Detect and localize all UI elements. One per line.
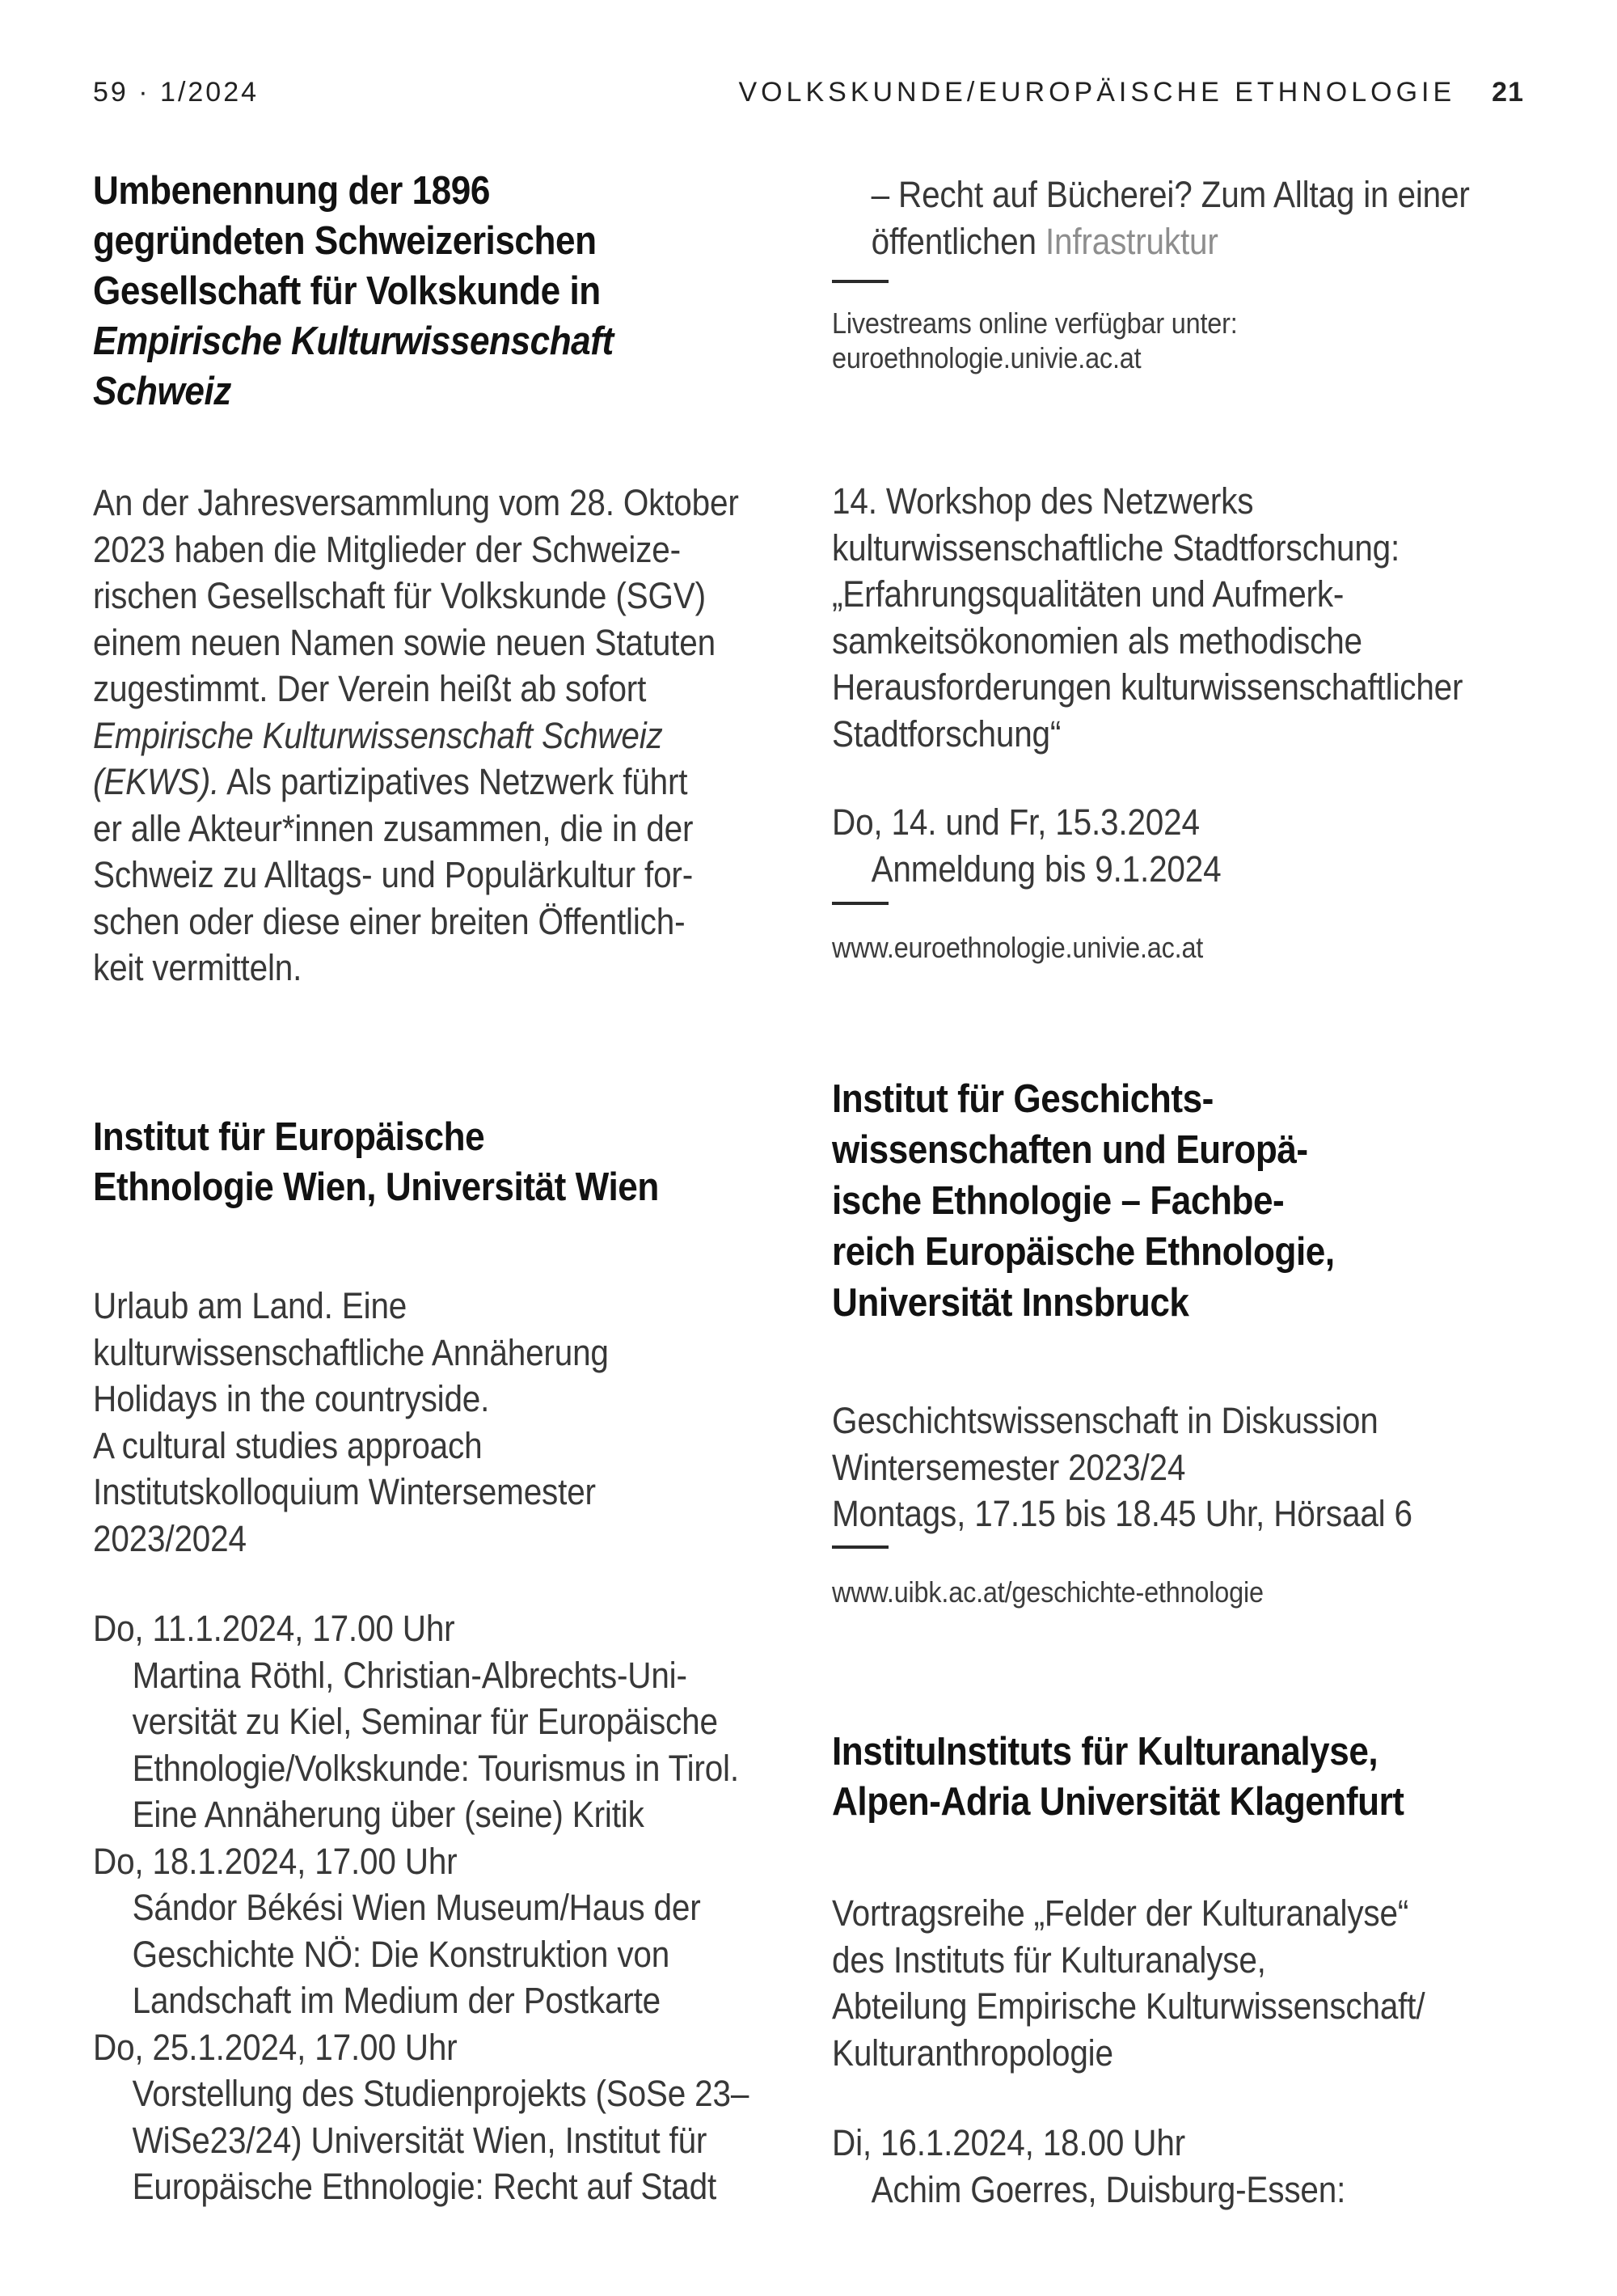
url-text[interactable]: www.euroethnologie.univie.ac.at <box>832 931 1204 964</box>
paragraph-diskussion-innsbruck <box>832 1397 1412 1537</box>
text-line: Geschichtswissenschaft in Diskussion <box>832 1400 1378 1441</box>
heading-institut-wien <box>93 1112 659 1212</box>
event-list-workshop <box>832 799 1221 892</box>
text-line: Gesellschaft für Volkskunde in <box>93 269 601 313</box>
text-line: rischen Gesellschaft für Volkskunde (SGV) <box>93 575 706 616</box>
text-line: Institut für Geschichts- <box>832 1077 1214 1121</box>
text-line: Anmeldung bis 9.1.2024 <box>871 848 1222 890</box>
text-line: Kulturanthropologie <box>832 2032 1113 2074</box>
paragraph-kolloquium-wien <box>93 1283 609 1562</box>
text-line: einem neuen Namen sowie neuen Statuten <box>93 621 716 663</box>
text-line: Europäische Ethnologie: Recht auf Stadt <box>132 2166 717 2207</box>
text-line: A cultural studies approach <box>93 1424 483 1466</box>
event-list-wien <box>93 1605 749 2210</box>
text-line: Institut für Europäische <box>93 1115 485 1159</box>
text-line: – Recht auf Bücherei? Zum Alltag in einer <box>871 174 1470 215</box>
text-line: Landschaft im Medium der Postkarte <box>132 1980 661 2021</box>
heading-institut-innsbruck <box>832 1074 1335 1329</box>
text-line: Schweiz zu Alltags- und Populärkultur for- <box>93 854 694 895</box>
text-line: Vortragsreihe „Felder der Kulturanalyse“ <box>832 1892 1409 1934</box>
text-line: Abteilung Empirische Kulturwissenschaft/ <box>832 1985 1425 2027</box>
text-line: Achim Goerres, Duisburg-Essen: <box>871 2168 1346 2210</box>
text-line: kulturwissenschaftliche Annäherung <box>93 1331 609 1373</box>
text-line: öffentlichen Infrastruktur <box>871 220 1218 262</box>
text-line: Alpen-Adria Universität Klagenfurt <box>832 1780 1404 1824</box>
text-line: Institutskolloquium Wintersemester <box>93 1471 596 1512</box>
note-livestreams <box>832 306 1238 375</box>
text-line: Herausforderungen kulturwissenschaftlicher <box>832 666 1463 708</box>
page-header <box>93 77 1524 108</box>
text-line: Empirische Kulturwissenschaft Schweiz <box>93 714 663 756</box>
text-line: Eine Annäherung über (seine) Kritik <box>132 1794 644 1835</box>
text-line: Umbenennung der 1896 <box>93 169 490 213</box>
text-line: ische Ethnologie – Fachbe- <box>832 1179 1285 1223</box>
text-line: Stadtforschung“ <box>832 712 1062 755</box>
paragraph-recht-auf-buecherei <box>832 171 1470 264</box>
section-rule <box>832 902 889 905</box>
text-line: reich Europäische Ethnologie, <box>832 1230 1335 1274</box>
text-line: Geschichte NÖ: Die Konstruktion von <box>132 1933 670 1975</box>
paragraph-sgv-renaming <box>93 480 739 992</box>
text-line: Livestreams online verfügbar unter: <box>832 307 1238 340</box>
text-line: Wintersemester 2023/24 <box>832 1446 1186 1488</box>
text-line: Do, 11.1.2024, 17.00 Uhr <box>93 1608 455 1649</box>
text-line: Schweiz <box>93 370 231 413</box>
text-line: Empirische Kulturwissenschaft <box>93 319 614 363</box>
text-line: Di, 16.1.2024, 18.00 Uhr <box>832 2122 1185 2163</box>
text-line: (EKWS). Als partizipatives Netzwerk führt <box>93 761 688 802</box>
text-line: Do, 25.1.2024, 17.00 Uhr <box>93 2026 458 2068</box>
text-line: kulturwissenschaftliche Stadtforschung: <box>832 526 1400 569</box>
heading-sgv-renaming <box>93 166 614 416</box>
issue-label: 59 · 1/2024 <box>93 77 260 108</box>
header-right-group <box>738 77 1524 108</box>
text-line: Ethnologie Wien, Universität Wien <box>93 1165 659 1209</box>
text-line: Universität Innsbruck <box>832 1281 1189 1325</box>
text-line: 2023/2024 <box>93 1517 247 1559</box>
text-line: „Erfahrungsqualitäten und Aufmerk- <box>832 573 1345 615</box>
text-line: versität zu Kiel, Seminar für Europäische <box>132 1701 718 1742</box>
text-line: 2023 haben die Mitglieder der Schweize- <box>93 528 681 570</box>
text-line: samkeitsökonomien als methodische <box>832 619 1362 662</box>
text-line: Martina Röthl, Christian-Albrechts-Uni- <box>132 1654 687 1696</box>
url-text[interactable]: www.uibk.ac.at/geschichte-ethnologie <box>832 1575 1264 1609</box>
link-uibk-url[interactable] <box>832 1575 1264 1609</box>
text-line: An der Jahresversammlung vom 28. Oktober <box>93 482 739 523</box>
text-line: zugestimmt. Der Verein heißt ab sofort <box>93 668 647 709</box>
section-rule <box>832 280 889 283</box>
text-line: Montags, 17.15 bis 18.45 Uhr, Hörsaal 6 <box>832 1493 1412 1534</box>
paragraph-workshop-stadtforschung <box>832 478 1463 757</box>
text-line: Holidays in the countryside. <box>93 1378 490 1419</box>
text-line: gegründeten Schweizerischen <box>93 219 597 263</box>
text-line: WiSe23/24) Universität Wien, Institut für <box>132 2119 707 2161</box>
text-line: er alle Akteur*innen zusammen, die in der <box>93 807 694 849</box>
text-line: Urlaub am Land. Eine <box>93 1285 407 1326</box>
link-euroethnologie-url[interactable] <box>832 930 1203 965</box>
text-line: keit vermitteln. <box>93 947 302 988</box>
text-line: schen oder diese einer breiten Öffentlich- <box>93 900 686 942</box>
text-line: euroethnologie.univie.ac.at <box>832 341 1142 374</box>
text-line: 14. Workshop des Netzwerks <box>832 480 1254 522</box>
text-line: des Instituts für Kulturanalyse, <box>832 1939 1266 1981</box>
text-line: InstituInstituts für Kulturanalyse, <box>832 1730 1378 1774</box>
journal-title: VOLKSKUNDE/EUROPÄISCHE ETHNOLOGIE <box>738 77 1456 108</box>
heading-institut-klagenfurt <box>832 1727 1404 1827</box>
text-line: Sándor Békési Wien Museum/Haus der <box>132 1887 701 1928</box>
text-line: Do, 18.1.2024, 17.00 Uhr <box>93 1840 458 1882</box>
text-line: Vorstellung des Studienprojekts (SoSe 23– <box>132 2073 749 2114</box>
text-line: Do, 14. und Fr, 15.3.2024 <box>832 801 1200 843</box>
section-rule <box>832 1545 889 1549</box>
paragraph-vortragsreihe-klagenfurt <box>832 1890 1425 2076</box>
page-number: 21 <box>1492 77 1524 108</box>
text-line: Ethnologie/Volkskunde: Tourismus in Tirol. <box>132 1747 739 1789</box>
text-line: wissenschaften und Europä- <box>832 1128 1308 1172</box>
event-list-klagenfurt <box>832 2120 1345 2213</box>
